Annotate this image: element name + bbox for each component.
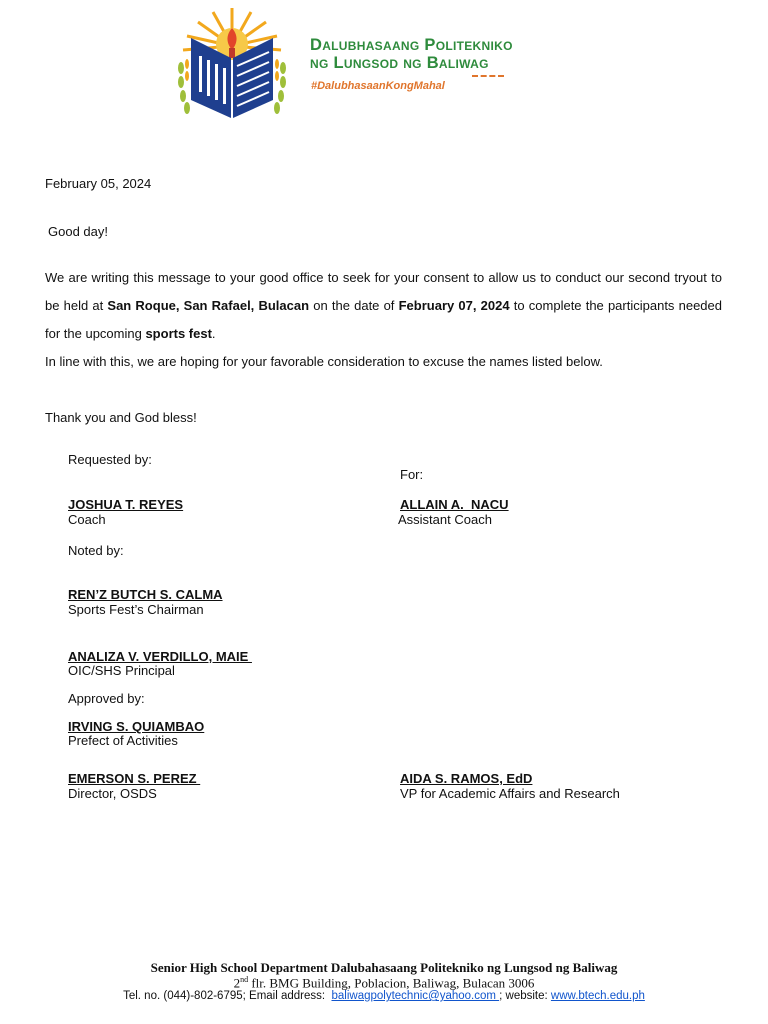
- footer-floor-number: 2: [233, 975, 241, 991]
- approved1-title: Prefect of Activities: [68, 733, 178, 748]
- requester-title: Coach: [68, 512, 106, 527]
- for-label: For:: [400, 467, 424, 482]
- footer-contact: [0, 990, 768, 1002]
- letter-date: February 05, 2024: [45, 176, 152, 191]
- footer-website-link[interactable]: www.btech.edu.ph: [550, 990, 645, 1002]
- requester-name: JOSHUA T. REYES: [68, 497, 184, 512]
- approved-by-label: Approved by:: [68, 691, 145, 706]
- letter-closing: Thank you and God bless!: [45, 410, 197, 425]
- p1-event: sports fest: [145, 326, 212, 341]
- footer-line1: Senior High School Department Dalubahasaang Politekniko ng Lungsod ng Baliwag: [150, 960, 618, 975]
- p1-text-b: on the date of: [309, 298, 399, 313]
- for-person-title: Assistant Coach: [398, 512, 492, 527]
- hashtag-label: #DalubhasaanKongMahal: [311, 80, 445, 92]
- school-seal-logo-icon: [173, 6, 291, 122]
- footer-address: [0, 975, 768, 991]
- letter-paragraph-1: [45, 264, 722, 348]
- noted1-name: REN’Z BUTCH S. CALMA: [68, 587, 223, 602]
- p1-location: San Roque, San Rafael, Bulacan: [107, 298, 310, 313]
- noted2-name: ANALIZA V. VERDILLO, MAIE: [68, 649, 252, 664]
- school-name-line2: ng Lungsod ng Baliwag: [310, 54, 489, 72]
- footer-website-label: ; website:: [499, 990, 551, 1002]
- noted1-title: Sports Fest’s Chairman: [68, 602, 204, 617]
- noted-by-label: Noted by:: [68, 543, 124, 558]
- p1-date: February 07, 2024: [398, 298, 510, 313]
- footer-email-link[interactable]: baliwagpolytechnic@yahoo.com: [331, 990, 500, 1002]
- footer-tel: Tel. no. (044)-802-6795; Email address:: [123, 990, 332, 1002]
- requested-by-label: Requested by:: [68, 452, 152, 467]
- footer-address-text: flr. BMG Building, Poblacion, Baliwag, Bulacan 3006: [248, 975, 535, 991]
- p1-text-c: to complete the participants needed for the upcoming: [45, 298, 722, 341]
- p1-text-a: We are writing this message to your good office to seek for your consent to allow us to conduct our second tryout to be held at: [45, 270, 722, 313]
- approved2-name: EMERSON S. PEREZ: [68, 771, 201, 786]
- letter-paragraph-2: In line with this, we are hoping for your favorable consideration to excuse the names listed below.: [45, 354, 603, 369]
- approved2-title: Director, OSDS: [68, 786, 157, 801]
- school-name-line1: Dalubhasaang Politekniko: [310, 36, 513, 54]
- approved3-name: AIDA S. RAMOS, EdD: [400, 771, 533, 786]
- approved3-title: VP for Academic Affairs and Research: [400, 786, 620, 801]
- approved1-name: IRVING S. QUIAMBAO: [68, 719, 205, 734]
- p1-end: .: [211, 326, 216, 341]
- footer-floor-suffix: nd: [240, 975, 249, 984]
- header-dash-divider: [472, 75, 504, 77]
- letter-greeting: Good day!: [48, 224, 108, 239]
- for-person-name: ALLAIN A. NACU: [400, 497, 509, 512]
- noted2-title: OIC/SHS Principal: [68, 663, 175, 678]
